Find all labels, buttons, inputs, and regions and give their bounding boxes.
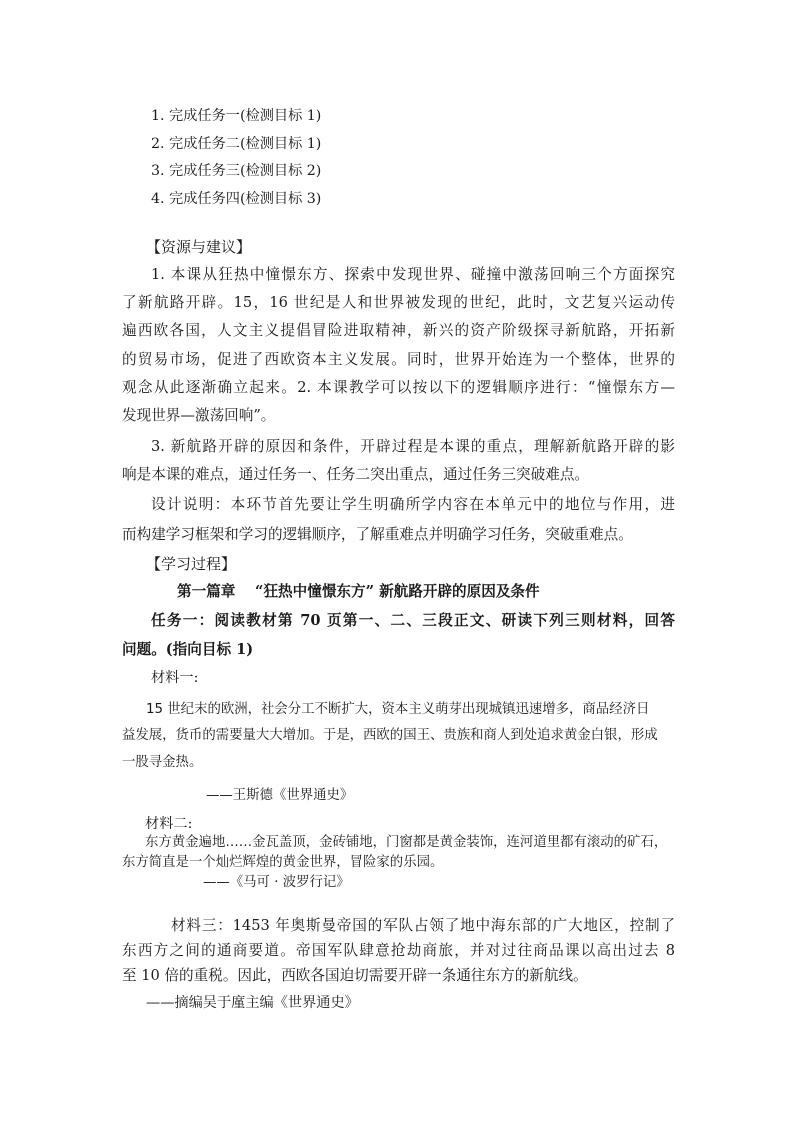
material2-source: ——《马可 · 波罗行记》 [203, 875, 350, 890]
task1-prompt-line: 问题。(指向目标 1) [122, 641, 254, 658]
material1-source: ——王斯德《世界通史》 [206, 788, 354, 803]
material1-line: 益发展，货币的需要量大大增加。于是，西欧的国王、贵族和商人到处追求黄金白银，形成 [122, 728, 658, 743]
design-note-line: 而构建学习框架和学习的逻辑顺序，了解重难点并明确学习任务，突破重难点。 [122, 526, 633, 543]
task1-prompt-line: 任务一：阅读教材第 70 页第一、二、三段正文、研读下列三则材料，回答 [151, 612, 675, 629]
resources-para1-line: 了新航路开辟。15，16 世纪是人和世界被发现的世纪，此时，文艺复兴运动传 [122, 294, 675, 311]
resources-para1-line: 1. 本课从狂热中憧憬东方、探索中发现世界、碰撞中激荡回响三个方面探究 [151, 266, 675, 283]
material3-line: 至 10 倍的重税。因此，西欧各国迫切需要开辟一条通往东方的新航线。 [122, 967, 588, 984]
resources-para1-line: 观念从此逐渐确立起来。2. 本课教学可以按以下的逻辑顺序进行：“憧憬东方— [122, 379, 675, 396]
task-item-4: 4. 完成任务四(检测目标 3) [151, 191, 322, 207]
material1-line: 一股寻金热。 [122, 755, 203, 770]
material3-line: 材料三：1453 年奥斯曼帝国的军队占领了地中海东部的广大地区，控制了 [171, 917, 675, 934]
resources-heading: 【资源与建议】 [146, 238, 252, 256]
task-item-3: 3. 完成任务三(检测目标 2) [151, 163, 322, 179]
material2-line: 东方简直是一个灿烂辉煌的黄金世界，冒险家的乐园。 [122, 855, 444, 870]
design-note-line: 设计说明：本环节首先要让学生明确所学内容在本单元中的地位与作用，进 [151, 496, 675, 513]
material1-line: 15 世纪末的欧洲，社会分工不断扩大，资本主义萌芽出现城镇迅速增多，商品经济日 [146, 702, 650, 717]
task-item-2: 2. 完成任务二(检测目标 1) [151, 136, 322, 152]
material3-source: ——摘编吴于廑主编《世界通史》 [146, 995, 359, 1011]
material2-label: 材料二: [145, 816, 193, 832]
resources-para1-line: 遍西欧各国，人文主义提倡冒险进取精神，新兴的资产阶级探寻新航路，开拓新 [122, 322, 675, 339]
task-item-1: 1. 完成任务一(检测目标 1) [151, 108, 322, 124]
material3-line: 东西方之间的通商要道。帝国军队肆意抢劫商旅，并对过往商品课以高出过去 8 [122, 942, 675, 959]
process-heading: 【学习过程】 [146, 555, 237, 573]
resources-para1-line: 的贸易市场，促进了西欧资本主义发展。同时，世界开始连为一个整体，世界的 [122, 351, 675, 368]
resources-para2-line: 响是本课的难点，通过任务一、任务二突出重点，通过任务三突破难点。 [122, 466, 590, 483]
resources-para2-line: 3. 新航路开辟的原因和条件，开辟过程是本课的重点，理解新航路开辟的影 [151, 438, 675, 455]
material2-line: 东方黄金遍地……金瓦盖顶，金砖铺地，门窗都是黄金装饰，连河道里都有滚动的矿石， [145, 835, 668, 850]
resources-para1-line: 发现世界—激荡回响”。 [122, 407, 276, 424]
material1-label: 材料一: [151, 670, 199, 686]
chapter-title: 第一篇章 “狂热中憧憬东方” 新航路开辟的原因及条件 [177, 583, 540, 600]
